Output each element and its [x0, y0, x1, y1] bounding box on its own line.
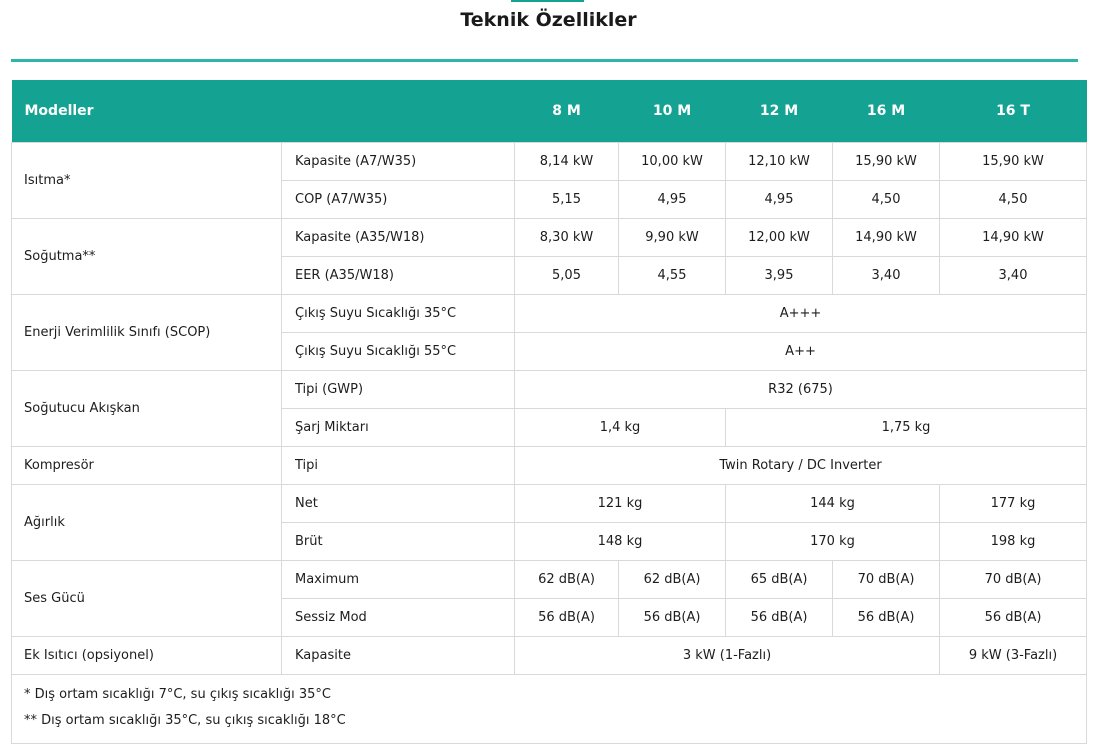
table-row: [12, 219, 1087, 257]
page-title: Teknik Özellikler: [460, 9, 637, 31]
table-row: [12, 295, 1087, 333]
value-cell: 3,40: [940, 257, 1087, 295]
value-cell: 4,50: [940, 181, 1087, 219]
footnotes-cell: [12, 675, 1087, 744]
value-cell: 56 dB(A): [833, 599, 940, 637]
group-refrigerant: Soğutucu Akışkan: [12, 371, 282, 447]
value-cell: A+++: [515, 295, 1087, 333]
value-cell: 4,95: [726, 181, 833, 219]
table-header-row: [12, 80, 1087, 143]
value-cell: 70 dB(A): [833, 561, 940, 599]
value-cell: Twin Rotary / DC Inverter: [515, 447, 1087, 485]
value-cell: 56 dB(A): [726, 599, 833, 637]
value-cell: 144 kg: [726, 485, 940, 523]
value-cell: 4,95: [619, 181, 726, 219]
value-cell: 62 dB(A): [515, 561, 619, 599]
model-header-16t: 16 T: [940, 80, 1087, 143]
param-refrigerant-type: Tipi (GWP): [282, 371, 515, 409]
value-cell: A++: [515, 333, 1087, 371]
table-row: [12, 637, 1087, 675]
group-weight: Ağırlık: [12, 485, 282, 561]
group-compressor: Kompresör: [12, 447, 282, 485]
value-cell: 10,00 kW: [619, 143, 726, 181]
param-weight-net: Net: [282, 485, 515, 523]
param-weight-gross: Brüt: [282, 523, 515, 561]
value-cell: 8,30 kW: [515, 219, 619, 257]
value-cell: 198 kg: [940, 523, 1087, 561]
param-compressor-type: Tipi: [282, 447, 515, 485]
model-header-8m: 8 M: [515, 80, 619, 143]
models-header: Modeller: [12, 80, 515, 143]
value-cell: 3,95: [726, 257, 833, 295]
table-row: [12, 447, 1087, 485]
value-cell: 8,14 kW: [515, 143, 619, 181]
value-cell: 121 kg: [515, 485, 726, 523]
value-cell: 12,10 kW: [726, 143, 833, 181]
value-cell: 3,40: [833, 257, 940, 295]
value-cell: 1,4 kg: [515, 409, 726, 447]
value-cell: 5,15: [515, 181, 619, 219]
table-row: [12, 371, 1087, 409]
param-refrigerant-charge: Şarj Miktarı: [282, 409, 515, 447]
group-energy-class: Enerji Verimlilik Sınıfı (SCOP): [12, 295, 282, 371]
param-heating-cop: COP (A7/W35): [282, 181, 515, 219]
spec-table: [11, 80, 1087, 744]
value-cell: 5,05: [515, 257, 619, 295]
value-cell: 170 kg: [726, 523, 940, 561]
group-heater: Ek Isıtıcı (opsiyonel): [12, 637, 282, 675]
param-heating-capacity: Kapasite (A7/W35): [282, 143, 515, 181]
value-cell: 4,55: [619, 257, 726, 295]
footnotes-row: [12, 675, 1087, 744]
value-cell: 12,00 kW: [726, 219, 833, 257]
table-row: [12, 143, 1087, 181]
table-row: [12, 485, 1087, 523]
model-header-12m: 12 M: [726, 80, 833, 143]
footnote-1: * Dış ortam sıcaklığı 7°C, su çıkış sıcaklığı 35°C: [24, 687, 331, 702]
value-cell: 56 dB(A): [619, 599, 726, 637]
value-cell: 3 kW (1-Fazlı): [515, 637, 940, 675]
table-row: [12, 561, 1087, 599]
active-tab-indicator: [511, 0, 584, 2]
param-sound-silent: Sessiz Mod: [282, 599, 515, 637]
group-cooling: Soğutma**: [12, 219, 282, 295]
param-heater-capacity: Kapasite: [282, 637, 515, 675]
group-sound: Ses Gücü: [12, 561, 282, 637]
value-cell: 177 kg: [940, 485, 1087, 523]
param-cooling-eer: EER (A35/W18): [282, 257, 515, 295]
value-cell: 9 kW (3-Fazlı): [940, 637, 1087, 675]
value-cell: 65 dB(A): [726, 561, 833, 599]
model-header-10m: 10 M: [619, 80, 726, 143]
value-cell: 14,90 kW: [940, 219, 1087, 257]
footnote-2: ** Dış ortam sıcaklığı 35°C, su çıkış sıcaklığı 18°C: [24, 713, 346, 728]
param-sound-max: Maximum: [282, 561, 515, 599]
model-header-16m: 16 M: [833, 80, 940, 143]
param-cooling-capacity: Kapasite (A35/W18): [282, 219, 515, 257]
value-cell: 4,50: [833, 181, 940, 219]
param-water-35: Çıkış Suyu Sıcaklığı 35°C: [282, 295, 515, 333]
value-cell: 56 dB(A): [940, 599, 1087, 637]
value-cell: 15,90 kW: [833, 143, 940, 181]
value-cell: 62 dB(A): [619, 561, 726, 599]
param-water-55: Çıkış Suyu Sıcaklığı 55°C: [282, 333, 515, 371]
value-cell: 70 dB(A): [940, 561, 1087, 599]
title-divider: [11, 59, 1078, 62]
value-cell: 14,90 kW: [833, 219, 940, 257]
value-cell: 1,75 kg: [726, 409, 1087, 447]
value-cell: 148 kg: [515, 523, 726, 561]
group-heating: Isıtma*: [12, 143, 282, 219]
value-cell: 9,90 kW: [619, 219, 726, 257]
value-cell: 15,90 kW: [940, 143, 1087, 181]
value-cell: 56 dB(A): [515, 599, 619, 637]
value-cell: R32 (675): [515, 371, 1087, 409]
